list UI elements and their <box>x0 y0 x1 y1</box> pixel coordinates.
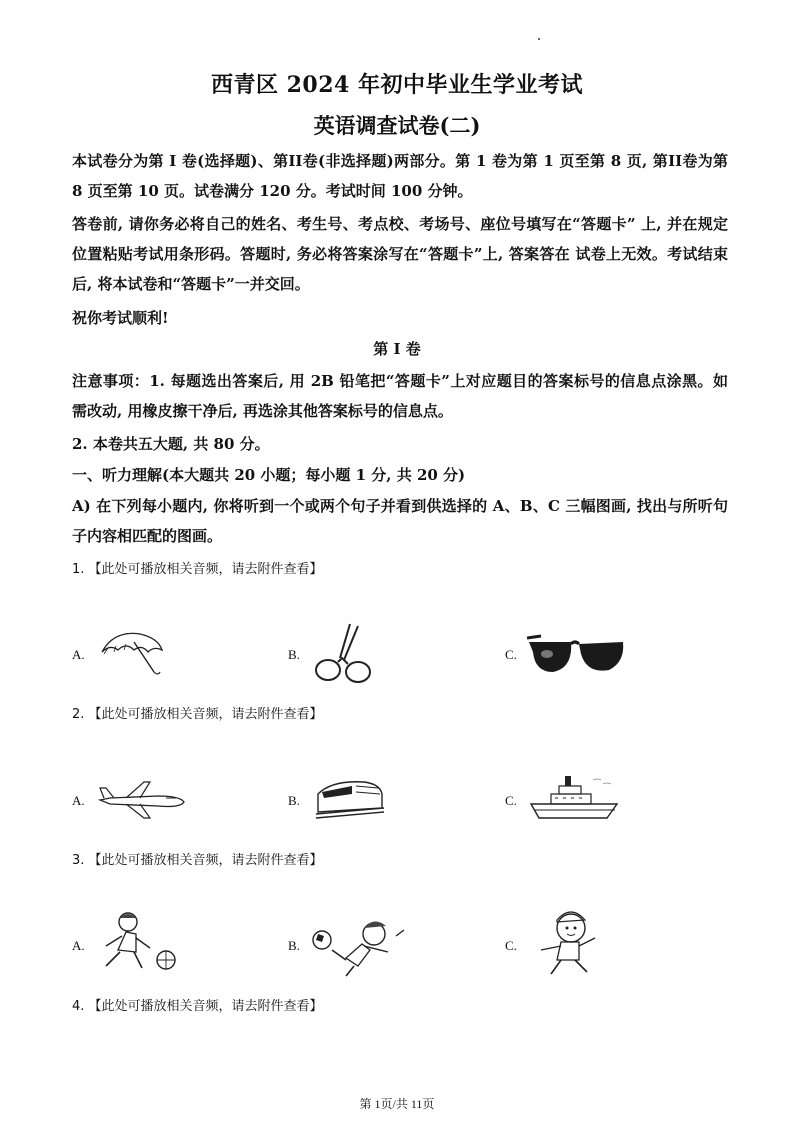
scan-dot <box>538 38 540 40</box>
question-3-label: 3. 【此处可播放相关音频，请去附件查看】 <box>72 853 323 868</box>
question-4-label: 4. 【此处可播放相关音频，请去附件查看】 <box>72 999 323 1014</box>
q3-option-c-letter: C. <box>505 938 517 953</box>
ship-icon <box>527 774 621 824</box>
q1-option-c-letter: C. <box>505 647 517 662</box>
exam-title: 西青区 2024 年初中毕业生学业考试 <box>210 72 584 98</box>
q1-option-a-letter: A. <box>72 647 85 662</box>
train-icon <box>312 778 384 822</box>
notes-item-2: 2. 本卷共五大题, 共 80 分。 <box>72 435 270 453</box>
intro-greeting: 祝你考试顺利! <box>72 309 169 327</box>
football-player-icon <box>310 910 410 980</box>
page-footer: 第 1页/共 11页 <box>359 1097 435 1111</box>
q1-option-b-letter: B. <box>288 647 300 662</box>
running-boy-icon <box>527 906 603 978</box>
volume-heading: 第 I 卷 <box>373 340 421 358</box>
airplane-icon <box>96 780 188 820</box>
q2-option-c-letter: C. <box>505 793 517 808</box>
q2-option-a-letter: A. <box>72 793 85 808</box>
q3-option-b-letter: B. <box>288 938 300 953</box>
q2-option-b-letter: B. <box>288 793 300 808</box>
section-heading: 一、听力理解(本大题共 20 小题；每小题 1 分, 共 20 分) <box>72 466 466 484</box>
question-1-label: 1. 【此处可播放相关音频，请去附件查看】 <box>72 562 323 577</box>
basketball-player-icon <box>96 910 182 974</box>
question-2-label: 2. 【此处可播放相关音频，请去附件查看】 <box>72 707 323 722</box>
sunglasses-icon <box>527 632 627 678</box>
notes-item-1: 注意事项：1. 每题选出答案后, 用 2B 铅笔把“答题卡”上对应题目的答案标号的信息点涂黑。如 需改动, 用橡皮擦干净后, 再选涂其他答案标号的信息点。 <box>72 372 728 420</box>
intro-paragraph-1: 本试卷分为第 I 卷(选择题)、第II卷(非选择题)两部分。第 1 卷为第 1 页至第 8 页, 第II卷为第 8 页至第 10 页。试卷满分 120 分。考试时间 100 分钟。 <box>72 152 728 200</box>
q3-option-a-letter: A. <box>72 938 85 953</box>
scissors-icon <box>310 622 376 688</box>
exam-subtitle: 英语调查试卷(二) <box>313 113 481 138</box>
umbrella-icon <box>96 628 168 676</box>
section-instruction: A) 在下列每小题内, 你将听到一个或两个句子并看到供选择的 A、B、C 三幅图画, 找出与所听句子内容相匹配的图画。 <box>72 497 728 545</box>
intro-paragraph-2: 答卷前, 请你务必将自己的姓名、考生号、考点校、考场号、座位号填写在“答题卡” 上, 并在规定位置粘贴考试用条形码。答题时, 务必将答案涂写在“答题卡”上, 答案答在 试卷上无效。考试结束后, 将本试卷和“答题卡”一并交回。 <box>72 215 728 293</box>
